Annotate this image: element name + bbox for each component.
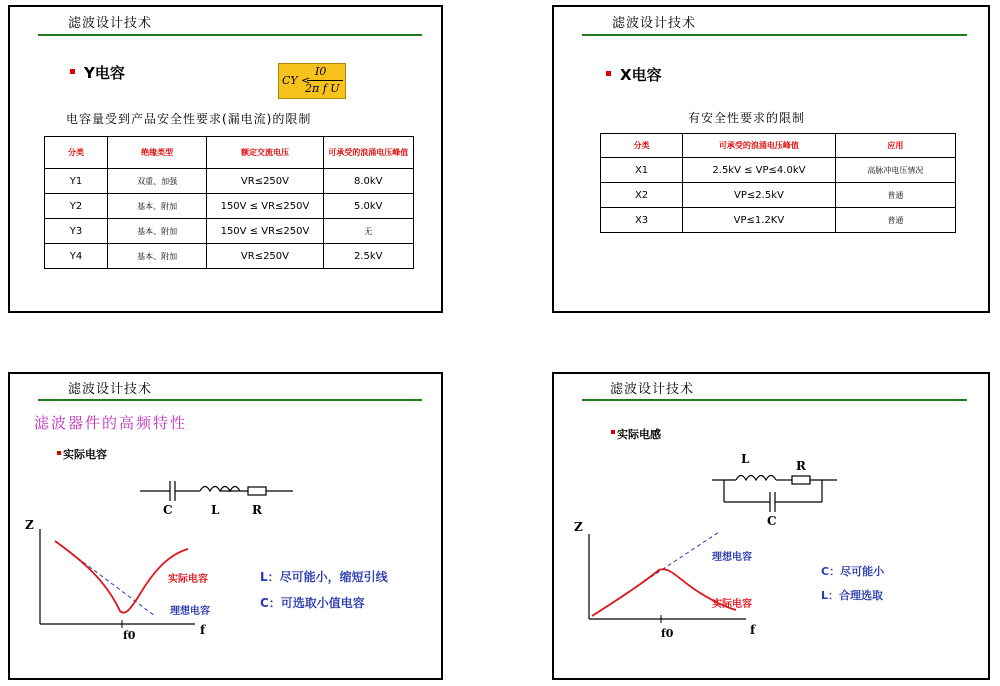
table-header: 应用 <box>835 134 955 158</box>
table-cell: VP≤2.5kV <box>683 183 836 208</box>
note-l: L：合理选取 <box>821 589 884 602</box>
slide-subtitle: 有安全性要求的限制 <box>688 111 806 125</box>
f0-label: f0 <box>123 629 136 642</box>
table-cell: 基本、附加 <box>107 219 206 244</box>
table-header: 分类 <box>601 134 683 158</box>
note-l: L：尽可能小，缩短引线 <box>260 570 388 584</box>
label-c: C <box>163 503 173 517</box>
bullet-text: 实际电感 <box>617 428 661 441</box>
table-row <box>601 208 956 233</box>
table-cell: 8.0kV <box>323 169 413 194</box>
y-axis-label: Z <box>574 520 583 534</box>
table-cell: 2.5kV <box>323 244 413 269</box>
slide-title: X电容 <box>620 66 662 84</box>
note-c: C：可选取小值电容 <box>260 596 365 610</box>
bullet-text: 实际电容 <box>63 448 107 461</box>
table-cell: 基本、附加 <box>107 244 206 269</box>
slide-header: 滤波设计技术 <box>68 382 153 397</box>
table-header: 分类 <box>45 137 108 169</box>
slide-title: 滤波器件的高频特性 <box>34 414 188 432</box>
bullet-icon <box>606 71 611 76</box>
table-cell: 普通 <box>835 183 955 208</box>
x-cap-table <box>600 133 956 233</box>
slide-header: 滤波设计技术 <box>68 16 153 31</box>
slide-real-capacitor <box>8 372 443 680</box>
table-cell: 无 <box>323 219 413 244</box>
slide-subtitle: 电容量受到产品安全性要求(漏电流)的限制 <box>66 112 312 126</box>
f0-label: f0 <box>661 627 674 640</box>
formula-denominator: 2π f U <box>305 82 340 95</box>
table-cell: X1 <box>601 158 683 183</box>
slide-header: 滤波设计技术 <box>612 16 697 31</box>
table-header: 绝缘类型 <box>107 137 206 169</box>
table-cell: 普通 <box>835 208 955 233</box>
table-row <box>601 158 956 183</box>
table-cell: X2 <box>601 183 683 208</box>
ideal-curve-label: 理想电容 <box>170 606 210 617</box>
actual-curve-label: 实际电容 <box>712 599 752 610</box>
slide-x-capacitor <box>552 5 990 313</box>
slide-y-capacitor <box>8 5 443 313</box>
table-header: 额定交流电压 <box>207 137 323 169</box>
formula-box <box>278 63 346 99</box>
table-cell: Y4 <box>45 244 108 269</box>
table-cell: Y3 <box>45 219 108 244</box>
table-cell: VR≤250V <box>207 244 323 269</box>
table-cell: 150V ≤ VR≤250V <box>207 194 323 219</box>
table-row <box>45 244 414 269</box>
x-axis-label: f <box>200 623 206 637</box>
y-cap-table <box>44 136 414 269</box>
table-row <box>45 194 414 219</box>
x-axis-label: f <box>750 623 756 637</box>
label-r: R <box>796 459 806 473</box>
formula-lhs: CY < <box>282 74 311 87</box>
table-cell: X3 <box>601 208 683 233</box>
table-cell: VR≤250V <box>207 169 323 194</box>
label-c: C <box>767 514 777 528</box>
table-cell: 双重、加强 <box>107 169 206 194</box>
table-header: 可承受的浪涌电压峰值 <box>323 137 413 169</box>
header-line <box>582 34 967 36</box>
bullet-icon <box>70 69 75 74</box>
impedance-graph <box>554 374 992 682</box>
actual-curve-label: 实际电容 <box>168 574 208 585</box>
impedance-graph <box>10 374 445 682</box>
note-c: C：尽可能小 <box>821 565 885 578</box>
label-l: L <box>211 503 220 517</box>
table-row <box>45 169 414 194</box>
slide-title: Y电容 <box>84 64 125 82</box>
table-cell: 高脉冲电压情况 <box>835 158 955 183</box>
table-cell: 基本、附加 <box>107 194 206 219</box>
slide-real-inductor <box>552 372 990 680</box>
table-cell: 5.0kV <box>323 194 413 219</box>
formula-numerator: I0 <box>315 65 327 78</box>
label-r: R <box>252 503 262 517</box>
ideal-curve-label: 理想电容 <box>712 552 752 563</box>
table-row <box>601 183 956 208</box>
y-axis-label: Z <box>25 518 34 532</box>
table-cell: Y2 <box>45 194 108 219</box>
label-l: L <box>741 452 750 466</box>
slide-header: 滤波设计技术 <box>610 382 695 397</box>
table-cell: Y1 <box>45 169 108 194</box>
table-cell: 2.5kV ≤ VP≤4.0kV <box>683 158 836 183</box>
header-line <box>38 34 422 36</box>
table-cell: 150V ≤ VR≤250V <box>207 219 323 244</box>
table-header: 可承受的浪涌电压峰值 <box>683 134 836 158</box>
table-row <box>45 219 414 244</box>
table-cell: VP≤1.2KV <box>683 208 836 233</box>
